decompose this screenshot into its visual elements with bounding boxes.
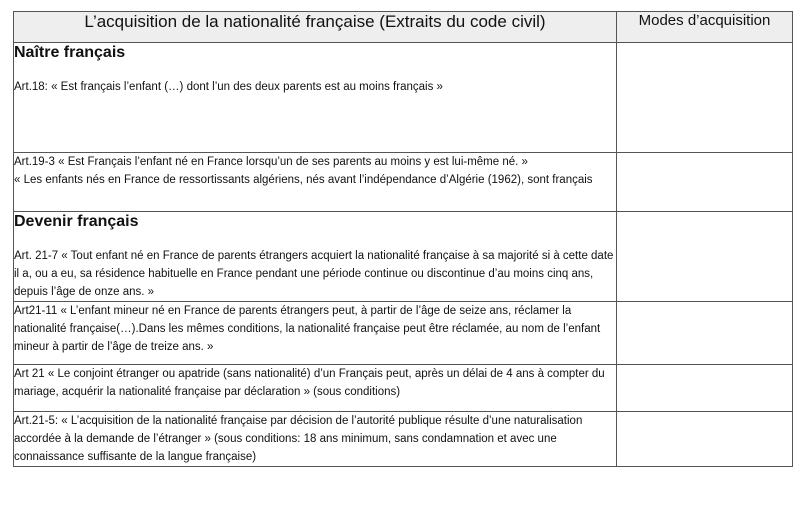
article-21-5-text: Art.21-5: « L’acquisition de la nationalité française par décision de l’autorité publique résulte d’une naturalisation accordée à la demande de l’étranger » (sous conditions: 18 ans minimum, sans condamnation et avec une connaissance suffisante de la langue française) bbox=[14, 415, 583, 463]
table-title: L’acquisition de la nationalité française (Extraits du code civil) bbox=[14, 12, 617, 43]
table-row bbox=[14, 412, 793, 467]
article-21-11 bbox=[14, 302, 617, 365]
table-row bbox=[14, 43, 793, 153]
section-title-naitre: Naître français bbox=[14, 44, 126, 61]
article-19-3-line1: Art.19-3 « Est Français l’enfant né en France lorsqu’un de ses parents au moins y est lui-même né. » bbox=[14, 156, 528, 168]
article-19-3 bbox=[14, 153, 617, 212]
modes-header: Modes d’acquisition bbox=[617, 12, 793, 43]
section-title-devenir: Devenir français bbox=[14, 213, 139, 230]
article-21-7: Art. 21-7 « Tout enfant né en France de parents étrangers acquiert la nationalité française à sa majorité si à cette date il a, ou a eu, sa résidence habituelle en France pendant une période continue ou discontinue d’au moins cinq ans, depuis l’âge de onze ans. » bbox=[14, 250, 614, 298]
table-row bbox=[14, 153, 793, 212]
article-21-text: Art 21 « Le conjoint étranger ou apatride (sans nationalité) d’un Français peut, après un délai de 4 ans à compter du mariage, acquérir la nationalité française par déclaration » (sous conditions) bbox=[14, 368, 605, 398]
header-row bbox=[14, 12, 793, 43]
nationality-table bbox=[13, 11, 793, 467]
section-devenir bbox=[14, 212, 617, 302]
section-naitre bbox=[14, 43, 617, 153]
article-21-5 bbox=[14, 412, 617, 467]
table-row bbox=[14, 302, 793, 365]
mode-cell-art21-11[interactable] bbox=[617, 302, 793, 365]
table-row bbox=[14, 212, 793, 302]
table-row bbox=[14, 365, 793, 412]
mode-cell-art21-5[interactable] bbox=[617, 412, 793, 467]
article-21-11-text: Art21-11 « L’enfant mineur né en France de parents étrangers peut, à partir de l’âge de seize ans, réclamer la nationalité française(…).Dans les mêmes conditions, la nationalité française peut être réclamée, au nom de l’enfant mineur à partir de l’âge de treize ans. » bbox=[14, 305, 601, 353]
mode-cell-art21-7[interactable] bbox=[617, 212, 793, 302]
mode-cell-art18[interactable] bbox=[617, 43, 793, 153]
article-19-3-line2: « Les enfants nés en France de ressortissants algériens, nés avant l’indépendance d’Algérie (1962), sont français bbox=[14, 174, 593, 186]
article-18: Art.18: « Est français l’enfant (…) dont l’un des deux parents est au moins français » bbox=[14, 81, 443, 93]
article-21 bbox=[14, 365, 617, 412]
mode-cell-art21[interactable] bbox=[617, 365, 793, 412]
mode-cell-art19-3[interactable] bbox=[617, 153, 793, 212]
